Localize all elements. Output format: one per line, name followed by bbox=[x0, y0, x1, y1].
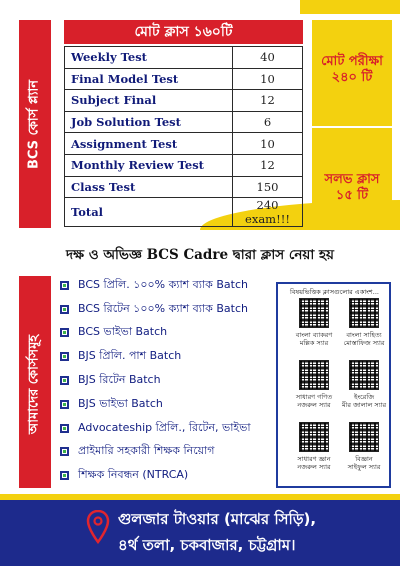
table-row bbox=[65, 90, 303, 112]
qr-caption-teacher: মল্লিক স্যার bbox=[299, 339, 329, 347]
check-bullet-icon bbox=[60, 400, 69, 409]
course-label: BJS রিটেন Batch bbox=[78, 373, 161, 386]
table-row bbox=[65, 198, 303, 227]
table-header: মোট ক্লাস ১৬০টি bbox=[64, 20, 303, 44]
table-row bbox=[65, 111, 303, 133]
check-bullet-icon bbox=[60, 447, 69, 456]
row-name: Total bbox=[65, 198, 233, 227]
address-line-1: গুলজার টাওয়ার (মাঝের সিড়ি), bbox=[118, 510, 317, 528]
qr-caption-subject: সাধারণ গণিত bbox=[295, 393, 333, 401]
table-row bbox=[65, 133, 303, 155]
row-value: 12 bbox=[233, 154, 303, 176]
qr-caption-teacher: মোস্তাফিজ স্যার bbox=[343, 339, 385, 347]
qr-caption-teacher: মীর জালাল স্যার bbox=[341, 401, 387, 409]
table-row bbox=[65, 176, 303, 198]
total-exams-line1: মোট পরীক্ষা bbox=[321, 54, 383, 69]
row-name: Job Solution Test bbox=[65, 111, 233, 133]
sidebar-plan-bar bbox=[19, 20, 51, 228]
check-bullet-icon bbox=[60, 376, 69, 385]
qr-caption-teacher: সাইফুল স্যার bbox=[347, 463, 381, 471]
course-label: BCS ভাইভা Batch bbox=[78, 325, 168, 338]
check-bullet-icon bbox=[60, 424, 69, 433]
check-bullet-icon bbox=[60, 328, 69, 337]
row-value: 10 bbox=[233, 68, 303, 90]
solve-class-line2: ১৫ টি bbox=[335, 188, 369, 203]
sidebar-plan-label: BCS কোর্স প্ল্যান bbox=[26, 80, 42, 170]
qr-code-icon bbox=[299, 298, 329, 328]
row-value: 10 bbox=[233, 133, 303, 155]
course-item bbox=[60, 347, 181, 366]
row-value: 150 bbox=[233, 176, 303, 198]
location-pin-icon bbox=[86, 510, 110, 544]
row-value: 40 bbox=[233, 47, 303, 69]
qr-code-icon bbox=[299, 422, 329, 452]
qr-caption-subject: ইংরেজি bbox=[353, 393, 375, 401]
footer-accent bbox=[0, 494, 400, 500]
row-value: 6 bbox=[233, 111, 303, 133]
row-name: Assignment Test bbox=[65, 133, 233, 155]
course-item bbox=[60, 323, 167, 342]
course-item bbox=[60, 419, 251, 438]
table-row bbox=[65, 47, 303, 69]
qr-caption-subject: সাধারণ জ্ঞান bbox=[297, 455, 331, 463]
qr-caption-subject: বাংলা ব্যাকরণ bbox=[295, 331, 333, 339]
qr-panel bbox=[276, 282, 391, 488]
row-name: Weekly Test bbox=[65, 47, 233, 69]
course-item bbox=[60, 276, 248, 295]
course-item bbox=[60, 442, 215, 461]
course-item bbox=[60, 300, 248, 319]
qr-code-icon bbox=[349, 360, 379, 390]
total-exams-line2: ২৪০ টি bbox=[331, 70, 373, 85]
row-value: 12 bbox=[233, 90, 303, 112]
sidebar-courses-bar bbox=[19, 276, 51, 488]
course-label: BJS ভাইভা Batch bbox=[78, 397, 163, 410]
qr-code-icon bbox=[299, 360, 329, 390]
course-label: Advocateship প্রিলি., রিটেন, ভাইভা bbox=[78, 421, 251, 434]
check-bullet-icon bbox=[60, 471, 69, 480]
course-label: শিক্ষক নিবন্ধন (NTRCA) bbox=[78, 468, 189, 481]
solve-class-box bbox=[312, 126, 392, 228]
course-label: BJS প্রিলি. পাশ Batch bbox=[78, 349, 182, 362]
footer-address-bar bbox=[0, 500, 400, 566]
tagline: দক্ষ ও অভিজ্ঞ BCS Cadre দ্বারা ক্লাস নেয়া হয় bbox=[65, 247, 334, 263]
check-bullet-icon bbox=[60, 352, 69, 361]
address-line-2: ৪র্থ তলা, চকবাজার, চট্টগ্রাম। bbox=[118, 536, 296, 554]
qr-caption-subject: বাংলা সাহিত্য bbox=[346, 331, 382, 339]
course-item bbox=[60, 371, 161, 390]
qr-code-icon bbox=[349, 298, 379, 328]
qr-caption-teacher: নজরুল স্যার bbox=[297, 463, 331, 471]
top-corner-swoosh bbox=[300, 0, 400, 14]
qr-caption-teacher: নজরুল স্যার bbox=[297, 401, 331, 409]
row-value: 240 exam!!! bbox=[233, 198, 303, 227]
solve-class-line1: সলভ ক্লাস bbox=[324, 172, 380, 187]
course-label: BCS রিটেন ১০০% ক্যাশ ব্যাক Batch bbox=[78, 302, 248, 315]
table-row bbox=[65, 68, 303, 90]
sidebar-courses-label: আমাদের কোর্সসমূহ bbox=[26, 334, 42, 435]
row-name: Subject Final bbox=[65, 90, 233, 112]
qr-panel-title: বিষয়ভিত্তিক ক্লাসগুলোর একাংশ... bbox=[290, 288, 379, 296]
row-name: Class Test bbox=[65, 176, 233, 198]
qr-caption-subject: বিজ্ঞান bbox=[355, 455, 373, 463]
check-bullet-icon bbox=[60, 281, 69, 290]
row-name: Monthly Review Test bbox=[65, 154, 233, 176]
check-bullet-icon bbox=[60, 305, 69, 314]
total-exams-box bbox=[312, 20, 392, 126]
course-item bbox=[60, 395, 163, 414]
table-row bbox=[65, 154, 303, 176]
course-item bbox=[60, 466, 188, 485]
course-label: BCS প্রিলি. ১০০% ক্যাশ ব্যাক Batch bbox=[78, 278, 248, 291]
course-plan-table bbox=[64, 46, 303, 227]
row-name: Final Model Test bbox=[65, 68, 233, 90]
course-label: প্রাইমারি সহকারী শিক্ষক নিয়োগ bbox=[78, 444, 215, 457]
qr-code-icon bbox=[349, 422, 379, 452]
